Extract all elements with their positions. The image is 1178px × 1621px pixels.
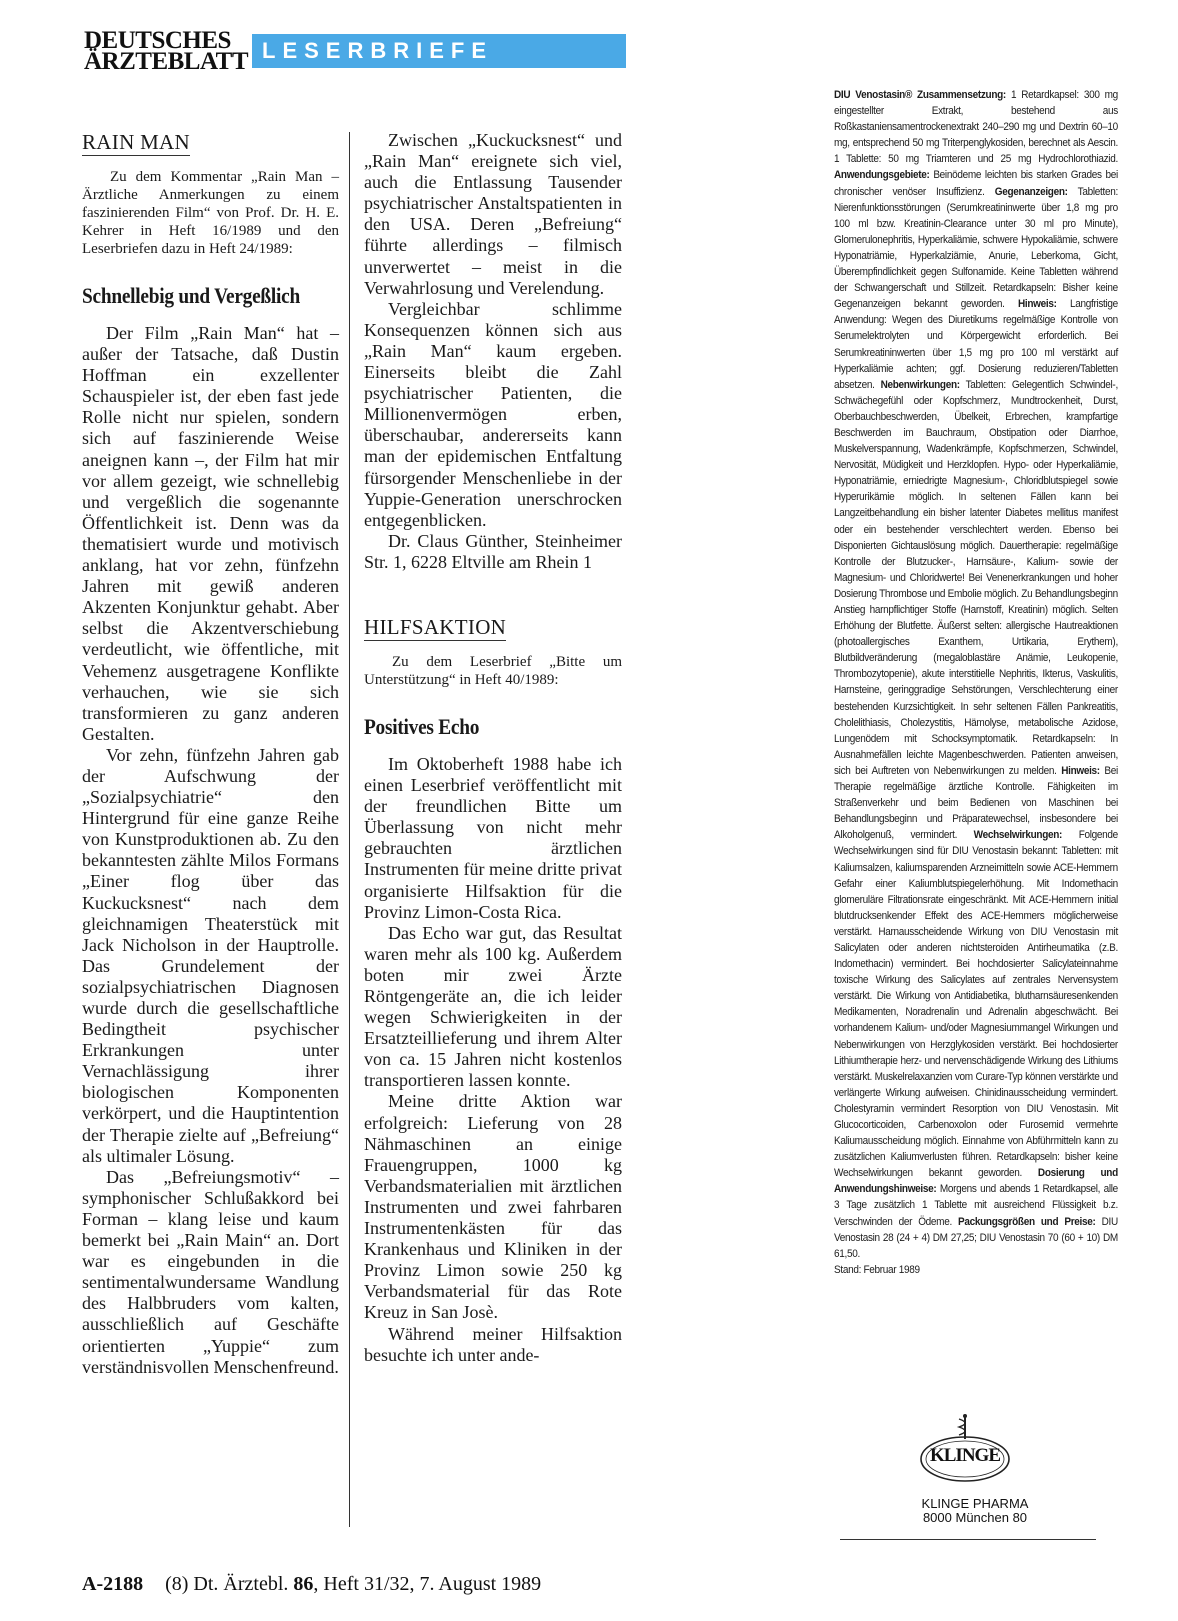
ad-text: Langfristige Anwendung: Wegen des Diuretikums regelmäßige Kontrolle von Serumelektrolyten und Körpergewicht erforderlich. Bei Serumkreatininwerten über 1,5 mg pro 100 ml verstärkt auf Hyperkaliämie achten; ggf. Dosierung reduzieren/Tabletten absetzen. [834,298,1118,391]
headline-rain-man: Schnellebig und Vergeßlich [82,283,300,308]
ad-text: Beinödeme leichten bis starken Grades bei chronischer venöser Insuffizienz. [834,169,1118,198]
letter-signature: Dr. Claus Günther, Steinheimer Str. 1, 6228 Eltville am Rhein 1 [364,530,622,572]
page-number: A-2188 [82,1573,144,1595]
intro-hilfsaktion: Zu dem Leserbrief „Bitte um Unterstützung“ in Heft 40/1989: [364,653,622,688]
citation-suffix: , Heft 31/32, 7. August 1989 [313,1573,542,1595]
column-hilfsaktion [364,130,622,1366]
ad-label: Dosierung und Anwendungshinweise: [834,1167,1118,1196]
paragraph: Im Oktoberheft 1988 habe ich einen Leserbrief veröffentlicht mit der freundlichen Bitte um Überlassung von nicht mehr gebrauchten ärztlichen Instrumenten für meine dritte privat organisierte Hilfsaktion für die Provinz Limon-Costa Rica. [364,753,622,922]
journal-title-line2: ÄRZTEBLATT [84,48,249,75]
ad-label: Wechselwirkungen: [973,829,1063,842]
ad-text: DIU Venostasin 28 (24 + 4) DM 27,25; DIU Venostasin 70 (60 + 10) DM 61,50. [834,1215,1118,1260]
ad-label: Anwendungsgebiete: [834,169,930,182]
ad-text: Tabletten: Gelegentlich Schwindel-, Schwächegefühl oder Kopfschmerz, Mundtrockenheit, Durst, Oberbauchbeschwerden, Übelkeit, Erbrechen, krampfartige Beschwerden im Bauchraum, Obstipation oder Diarrhoe, Muskelverspannung, Wadenkrämpfe, Kopfschmerzen, Schwindel, Nervosität, Müdigkeit und Herzklopfen. Hypo- oder Hyperkaliämie, Hyponatriämie, erniedrigte Magnesium-, Chloridblutspiegel sowie Hyperurikämie möglich. In seltenen Fällen kann bei Langzeitbehandlung ein bisher latenter Diabetes mellitus manifest oder ein bestehender verschlechtert werden. Ebenso bei Disponierten Gichtauslösung möglich. Dauertherapie: regelmäßige Kontrolle der Blutzucker-, Harnsäure-, Kalium- sowie der Magnesium- und Chloridwerte! Bei Venenerkrankungen und hoher Dosierung Thrombose und Embolie möglich. Zu Behandlungsbeginn Anstieg harnpflichtiger Stoffe (Harnstoff, Kreatinin) möglich. Selten Erhöhung der Blutfette. Äußerst selten: allergische Hautreaktionen (photoallergisches Exanthem, Urtikaria, Erythem), Blutbildveränderung (megaloblastäre Anämie, Leukopenie, Thrombozytopenie), akute interstitielle Nephritis, Ikterus, Vaskulitis, Harnsteine, geringgradige Sehstörungen, Verschlechterung einer bestehenden Kurzsichtigkeit. In sehr seltenen Fällen Pankreatitis, Cholelithiasis, Cholezystitis, Hämolyse, metabolische Azidose, Lungenödem mit Schocksymptomatik. Retardkapseln: In Ausnahmefällen leichte Magenbeschwerden. Patienten anweisen, sich bei Auftreten von Nebenwirkungen zu melden. [834,378,1118,777]
section-band [252,34,626,68]
paragraph: Das „Befreiungsmotiv“ – symphonischer Schlußakkord bei Forman – klang leise und kaum bemerkt bei „Rain Main“ an. Dort war es eingebunden in die sentimentalwundersame Wandlung des Halbbruders vom kalten, ausschließlich auf Geschäfte orientierten „Yuppie“ zum verständnisvollen Menschenfreund. [82,1166,339,1377]
page-footer [82,1572,541,1596]
company-name: KLINGE PHARMA [921,1496,1029,1511]
citation-volume: 86 [293,1573,314,1595]
ad-text: Morgens und abends 1 Retardkapsel, alle 3 Tage zusätzlich 1 Tablette mit ausreichend Flüssigkeit b.z. Verschwinden der Ödeme. [834,1183,1118,1228]
company-city: 8000 München 80 [922,1510,1028,1525]
paragraph: Vergleichbar schlimme Konsequenzen können sich aus „Rain Man“ kaum ergeben. Einerseits bleibt die Zahl psychiatrischer Patienten, die Millionenvermögen erben, überschaubar, andererseits kann man der epidemischen Entfaltung fürsorgender Menschenliebe in der Yuppie-Generation unerschrocken entgegenblicken. [364,298,622,530]
ad-bottom-rule [840,1539,1096,1540]
paragraph: Während meiner Hilfsaktion besuchte ich unter ande- [364,1323,622,1365]
citation-prefix: (8) Dt. Ärztebl. [165,1573,294,1595]
ad-label: Packungsgrößen und Preise: [958,1215,1096,1228]
journal-title-line1: DEUTSCHES [84,27,231,54]
paragraph: Das Echo war gut, das Resultat waren mehr als 100 kg. Außerdem boten mir zwei Ärzte Röntgengeräte an, die ich leider wegen Schwierigkeiten in der Ersatzteillieferung und ihrem Alter von ca. 15 Jahren nicht kostenlos transportieren lassen konnte. [364,922,622,1091]
headline-hilfsaktion: Positives Echo [364,713,480,739]
paragraph: Zwischen „Kuckucksnest“ und „Rain Man“ ereignete sich viel, auch die Entlassung Tausender psychiatrischer Anstaltspatienten in den USA. Deren „Befreiung“ führte allerdings – filmisch unverwertet – meist in die Verwahrlosung und Verelendung. [364,130,622,298]
ad-text: Tabletten: Nierenfunktionsstörungen (Serumkreatininwerte über 1,8 mg pro 100 ml bzw. Kreatinin-Clearance unter 30 ml pro Minute), Glomerulonephritis, Hyperkaliämie, schwere Hypokaliämie, schwere Hyponatriämie, Hyperkalziämie, Anurie, Leberkoma, Gicht, Überempfindlichkeit gegen Sulfonamide. Keine Tabletten während der Schwangerschaft und Stillzeit. Retardkapseln: Bisher keine Gegenanzeigen bekannt geworden. [834,185,1118,311]
ad-text: Folgende Wechselwirkungen sind für DIU Venostasin bekannt: Tabletten: mit Kaliumsalzen, kaliumsparenden Arzneimitteln sowie ACE-Hemmern Gefahr einer Kaliumblutspiegelerhöhung. Mit Indomethacin glomeruläre Filtrationsrate eingeschränkt. Mit ACE-Hemmern initial blutdrucksenkender Effekt des ACE-Hemmers möglicherweise verstärkt. Harnausscheidende Wirkung von DIU Venostasin mit Salicylaten oder anderen nichtsteroiden Antirheumatika (z.B. Indomethacin) vermindert. Bei hochdosierter Salicylateinnahme toxische Wirkung des Salicylates auf zentrales Nervensystem verstärkt. Die Wirkung von Antidiabetika, blutharnsäuresenkenden Medikamenten, Noradrenalin und Adrenalin abgeschwächt. Bei vorhandenem Kalium- und/oder Magnesiummangel Wirkungen und Nebenwirkungen von Herzglykosiden verstärkt. Bei hochdosierter Lithiumtherapie herz- und nervenschädigende Wirkung des Lithiums verstärkt. Muskelrelaxanzien vom Curare-Typ können verstärkte und verlängerte Wirkung aufweisen. Chinidinausscheidung vermindert. Cholestyramin vermindert Resorption von DIU Venostasin. Mit Glucocorticoiden, Carbenoxolon oder Furosemid vermehrte Kaliumausscheidung möglich. Einnahme von Abführmitteln kann zu zusätzlichen Kaliumverlusten führen. Retardkapseln: bisher keine Wechselwirkungen bekannt geworden. [834,829,1118,1180]
section-title-rain-man: RAIN MAN [82,130,190,154]
ad-label: Hinweis: [1061,764,1100,777]
intro-rain-man: Zu dem Kommentar „Rain Man – Ärztliche Anmerkungen zu einem faszinierenden Film“ von Prof. Dr. H. E. Kehrer in Heft 16/1989 und den Leserbriefen dazu in Heft 24/1989: [82,169,339,257]
paragraph: Der Film „Rain Man“ hat – außer der Tatsache, daß Dustin Hoffman ein exzellenter Schauspieler ist, der eben fast jede Rolle nicht nur spielen, sondern sich auf faszinierende Weise aneignen kann –, der Film hat mir vor allem gezeigt, wie schnellebig und vergeßlich die sogenannte Öffentlichkeit ist. Denn was da thematisiert wurde und motivisch anklang, hat vor zehn, fünfzehn Jahren mit gewiß anderen Akzenten Konjunktur gehabt. Aber selbst die Akzentverschiebung verdeutlicht, wie öffentliche, mit Vehemenz ausgetragene Konflikte verhauchen, wie sie sich transformieren zu ganz anderen Gestalten. [82,323,339,744]
paragraph: Meine dritte Aktion war erfolgreich: Lieferung von 28 Nähmaschinen an einige Frauengruppen, 1000 kg Verbandsmaterialien mit ärztlichen Instrumenten und zwei fahrbaren Instrumentenkästen für das Krankenhaus und Kliniken in der Provinz Limon sowie 250 kg Verbandsmaterial für das Rote Kreuz in San Josè. [364,1091,622,1323]
ad-label: Gegenanzeigen: [994,185,1068,198]
ad-stand-date: Stand: Februar 1989 [834,1263,920,1276]
column-rain-man [82,130,339,1378]
ad-label: DIU Venostasin® Zusammensetzung: [834,89,1006,101]
ad-text: 1 Retardkapsel: 300 mg eingestellter Extrakt, bestehend aus Roßkastaniensamentrockenextrakt 240–290 mg und Dextrin 60–10 mg, entsprechend 50 mg Triterpenglykosiden, berechnet als Aescin. 1 Tablette: 50 mg Triamteren und 25 mg Hydrochlorothiazid. [834,89,1118,166]
paragraph: Vor zehn, fünfzehn Jahren gab der Aufschwung der „Sozialpsychiatrie“ den Hintergrund für eine ganze Reihe von Kunstproduktionen ab. Zu den bekanntesten zählte Milos Formans „Einer flog über das Kuckucksnest“ nach dem gleichnamigen Theaterstück mit Jack Nicholson in der Hauptrolle. Das Grundelement der sozialpsychiatrischen Diagnosen wurde durch die gesellschaftliche Bedingtheit psychischer Erkrankungen unter Vernachlässigung ihrer biologischen Komponenten verkörpert, und die Hauptintention der Therapie zielte auf „Befreiung“ als ultimaler Lösung. [82,744,339,1166]
masthead [84,27,644,75]
logo-wordmark: KLINGE [929,1445,1001,1466]
ad-text: Bei Therapie regelmäßige ärztliche Kontrolle. Fähigkeiten im Straßenverkehr und beim Bedienen von Maschinen bei Behandlungsbeginn und Präparatewechsel, insbesondere bei Alkoholgenuß, vermindert. [834,764,1118,842]
klinge-logo [915,1413,1015,1493]
column-divider [349,132,350,1527]
company-address [895,1497,1055,1525]
ad-label: Nebenwirkungen: [880,378,960,391]
section-band-label: LESERBRIEFE [262,38,494,63]
ad-label: Hinweis: [1017,298,1057,311]
journal-title [84,27,249,75]
section-title-hilfsaktion: HILFSAKTION [364,614,507,639]
pharma-ad-text [834,87,1118,1278]
